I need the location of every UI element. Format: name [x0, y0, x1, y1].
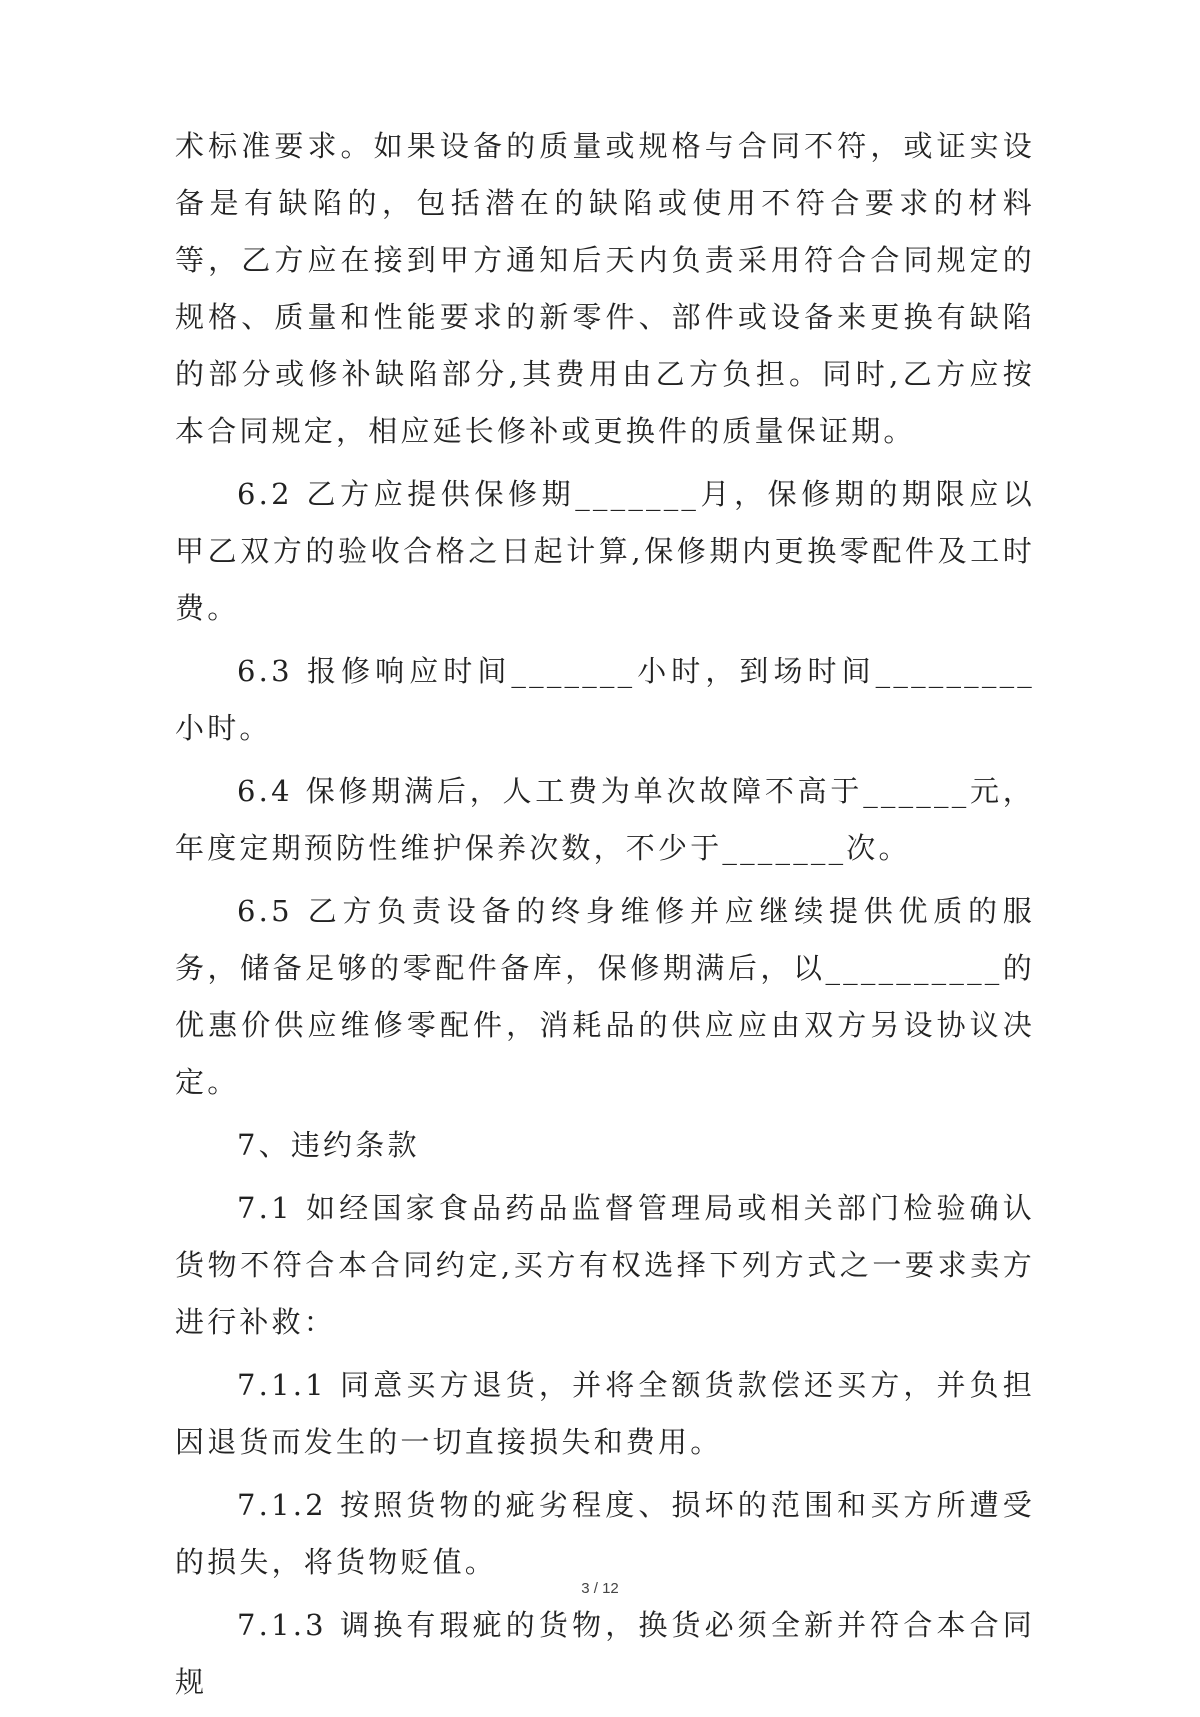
page-number: 3 / 12 [581, 1580, 619, 1597]
paragraph-6-2: 6.2 乙方应提供保修期_______月，保修期的期限应以甲乙双方的验收合格之日起计算,保修期内更换零配件及工时费。 [175, 477, 1035, 625]
paragraph-7-1-3: 7.1.3 调换有瑕疵的货物，换货必须全新并符合本合同规 [175, 1608, 1035, 1699]
paragraph-6-3: 6.3 报修响应时间_______小时，到场时间_________小时。 [175, 654, 1035, 745]
section-heading-7: 7、违约条款 [237, 1128, 420, 1162]
paragraph-6-5: 6.5 乙方负责设备的终身维修并应继续提供优质的服务，储备足够的零配件备库，保修期满后，以__________的优惠价供应维修零配件，消耗品的供应应由双方另设协议决定。 [175, 894, 1035, 1099]
paragraph-7-1-2: 7.1.2 按照货物的疵劣程度、损坏的范围和买方所遭受的损失，将货物贬值。 [175, 1488, 1035, 1579]
paragraph-7-1-1: 7.1.1 同意买方退货，并将全额货款偿还买方，并负担因退货而发生的一切直接损失和费用。 [175, 1368, 1035, 1459]
paragraph-6-4: 6.4 保修期满后，人工费为单次故障不高于______元，年度定期预防性维护保养次数，不少于_______次。 [175, 774, 1035, 865]
document-body [175, 118, 1035, 1717]
paragraph-1: 术标准要求。如果设备的质量或规格与合同不符，或证实设备是有缺陷的，包括潜在的缺陷或使用不符合要求的材料等，乙方应在接到甲方通知后天内负责采用符合合同规定的规格、质量和性能要求的新零件、部件或设备来更换有缺陷的部分或修补缺陷部分,其费用由乙方负担。同时,乙方应按本合同规定，相应延长修补或更换件的质量保证期。 [175, 129, 1035, 448]
paragraph-7-1: 7.1 如经国家食品药品监督管理局或相关部门检验确认货物不符合本合同约定,买方有权选择下列方式之一要求卖方进行补救： [175, 1191, 1035, 1339]
